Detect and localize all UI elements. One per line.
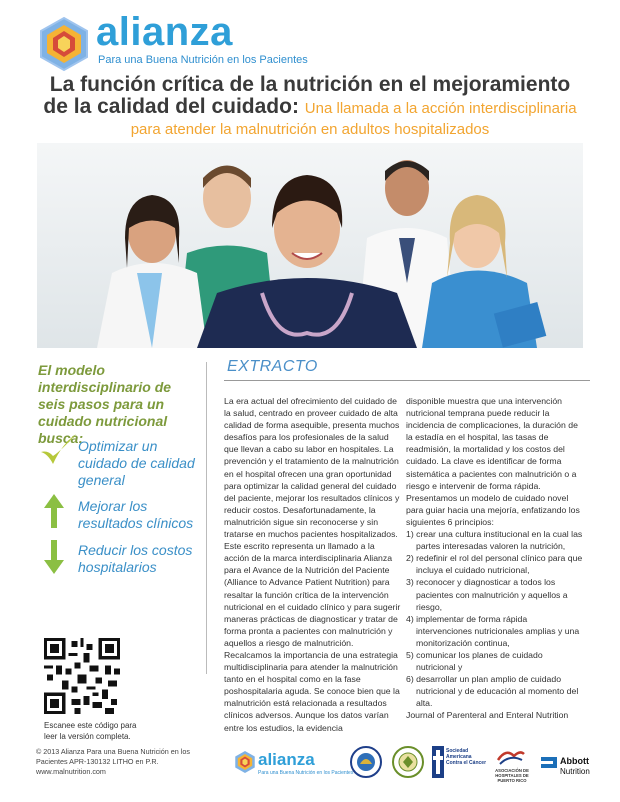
extract-paragraph-1: La era actual del ofrecimiento del cuidado de la salud, centrado en proveer cuidado de alta calidad de forma asequible, presenta muchos desafíos para los profesionales de la salud que llevan a cabo su labor en hospitales. La prevención y el tratamiento de la malnutrición en el hospital ofrecen una gran oportunidad para optimizar la calidad general del cuidado del paciente, mejorar los resultados clínicos y reducir costos. Desafortunadamente, la malnutrición sigue sin reconocerse y sin tratarse en muchos pacientes hospitalizados. Este escrito representa un llamado a la acción de la marca interdisciplinaria Alianza para el Avance de la Nutrición del Paciente (Alliance to Advance Patient Nutrition) para resaltar la función crítica de la intervención nutricional en el cuidado clínico y para sugerir maneras prácticas de diagnosticar y tratar de forma pronta a pacientes con malnutrición y aquellos a riesgo de malnutrición. Recalcamos la importancia de una estrategia multidisciplinaria para atender la malnutrición tanto en el hospital como en la fase poshospitalaria aguda. Se conoce bien que la malnutrición está relacionada a resultados clínicos adversos. Aunque los datos varían entre los estudios, la evidencia <box>224 396 401 733</box>
hospital-association-logo <box>496 748 526 766</box>
title-line-2-main: de la calidad del cuidado: <box>43 95 299 118</box>
brand-name: alianza <box>96 10 233 54</box>
footer-alianza-logo <box>234 750 256 774</box>
brand-tagline: Para una Buena Nutrición en los Pacientes <box>98 54 308 66</box>
extract-column-2 <box>406 395 584 722</box>
footer-brand: alianza <box>258 750 315 769</box>
qr-code[interactable] <box>44 638 120 714</box>
model-heading: El modelo interdisciplinario de seis pasos para un cuidado nutricional busca: <box>38 362 172 446</box>
source-citation: Journal of Parenteral and Enteral Nutrition <box>406 710 569 721</box>
principle-item: 5) comunicar los planes de cuidado nutricional y <box>406 649 543 673</box>
page-title <box>20 74 600 139</box>
principle-item: 6) desarrollar un plan amplio de cuidado nutricional y de educación al momento del alta. <box>406 674 579 709</box>
goal-improve: Mejorar los resultados clínicos <box>78 498 194 531</box>
abbott-name <box>560 756 590 777</box>
column-divider <box>206 362 207 674</box>
principle-item: 1) crear una cultura institucional en la cual las partes interesadas valoren la nutrición, <box>406 529 583 552</box>
extract-heading: EXTRACTO <box>227 358 318 375</box>
seal-logo-1 <box>350 746 382 778</box>
title-line-2 <box>20 96 600 120</box>
principle-item: 4) implementar de forma rápida intervenciones nutricionales amplias y una monitorización continua, <box>406 613 580 648</box>
checkmark-icon <box>38 430 78 470</box>
abbott-brand: Abbott <box>560 756 589 766</box>
subtitle-line: para atender la malnutrición en adultos hospitalizados <box>130 121 490 138</box>
goal-reduce: Reducir los costos hospitalarios <box>78 542 193 575</box>
extract-paragraph-2: disponible muestra que una intervención nutricional temprana puede reducir la incidencia de complicaciones, la duración de la estadía en el hospital, las tasas de readmisión, la mortalidad y los costos del cuidado. La clave es identificar de forma sistemática a pacientes con malnutrición o a riesgo e intervenir de forma rápida. Presentamos un modelo de cuidado novel para guiar hacia una mejoría, enfatizando los siguientes 6 principios: <box>406 396 580 527</box>
heading-rule <box>224 380 590 381</box>
arrow-up-icon <box>44 494 64 528</box>
hospital-association-name: ASOCIACIÓN DE HOSPITALES DE PUERTO RICO <box>495 768 529 783</box>
seal-logo-2 <box>392 746 424 778</box>
goal-optimize: Optimizar un cuidado de calidad general <box>78 438 195 488</box>
principle-item: 3) reconocer y diagnosticar a todos los pacientes con malnutrición y aquellos a riesgo, <box>406 577 568 612</box>
arrow-down-icon <box>44 540 64 574</box>
cancer-society-logo <box>432 746 444 778</box>
principles-list <box>406 528 584 709</box>
subtitle-inline: Una llamada a la acción interdisciplinaria <box>304 100 577 117</box>
alianza-logo <box>38 16 90 72</box>
footer-brand-tagline: Para una Buena Nutrición en los Pacientes <box>258 770 354 776</box>
legal-notice: © 2013 Alianza Para una Buena Nutrición en los Pacientes APR-130132 LITHO en P.R. www.malnutrition.com <box>36 747 190 776</box>
extract-column-1 <box>224 395 402 734</box>
title-line-1: La función crítica de la nutrición en el mejoramiento <box>49 73 571 96</box>
cancer-society-name: Sociedad Americana Contra el Cáncer <box>446 748 487 766</box>
scan-instruction: Escanee este código para leer la versión completa. <box>44 721 137 741</box>
clinicians-photo <box>37 143 583 348</box>
abbott-logo <box>540 754 558 770</box>
principle-item: 2) redefinir el rol del personal clínico para que incluya el cuidado nutricional, <box>406 553 583 576</box>
abbott-division: Nutrition <box>560 767 590 776</box>
